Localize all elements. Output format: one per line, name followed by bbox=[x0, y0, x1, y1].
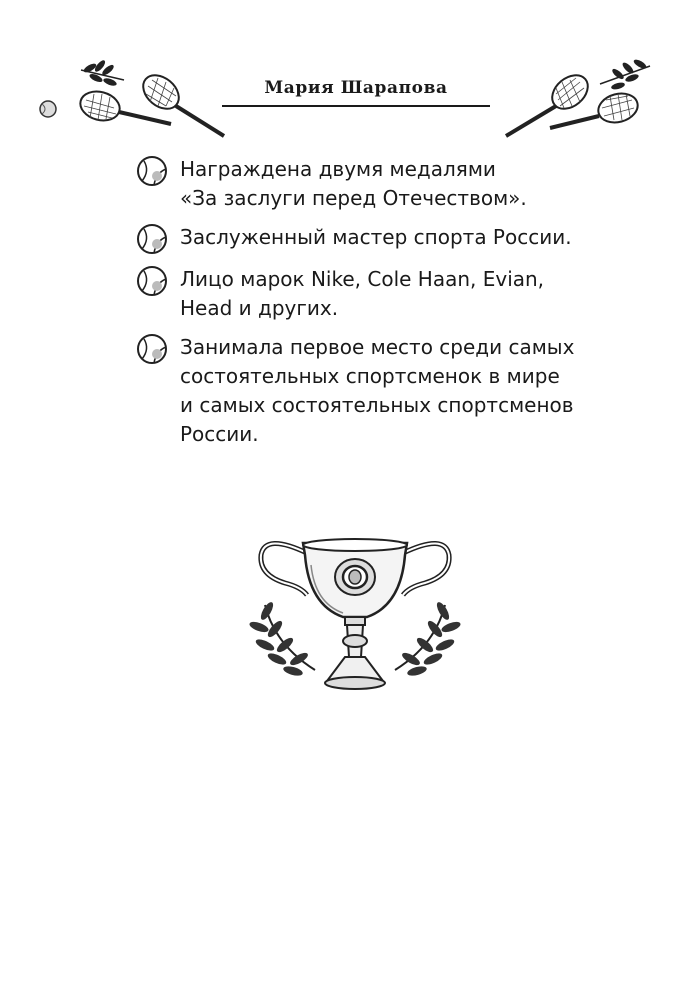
tennis-ball-icon bbox=[136, 223, 168, 255]
list-item bbox=[136, 223, 606, 255]
tennis-rackets-left-icon bbox=[36, 56, 226, 141]
list-item bbox=[136, 333, 606, 449]
page-title: Мария Шарапова bbox=[222, 78, 490, 107]
tennis-ball-icon bbox=[136, 333, 168, 365]
trophy-cup-icon bbox=[245, 525, 465, 695]
fact-text: Заслуженный мастер спорта России. bbox=[180, 225, 572, 249]
fact-text: Занимала первое место среди самых состоятельных спортсменок в мире и самых состоятельных спортсменов России. bbox=[180, 335, 575, 446]
tennis-ball-icon bbox=[136, 265, 168, 297]
fact-text: Лицо марок Nike, Cole Haan, Evian, Head и других. bbox=[180, 267, 545, 320]
list-item bbox=[136, 155, 606, 213]
tennis-rackets-right-icon bbox=[500, 56, 660, 141]
tennis-ball-icon bbox=[136, 155, 168, 187]
list-item bbox=[136, 265, 606, 323]
facts-list bbox=[136, 155, 606, 459]
fact-text: Награждена двумя медалями «За заслуги перед Отечеством». bbox=[180, 157, 527, 210]
